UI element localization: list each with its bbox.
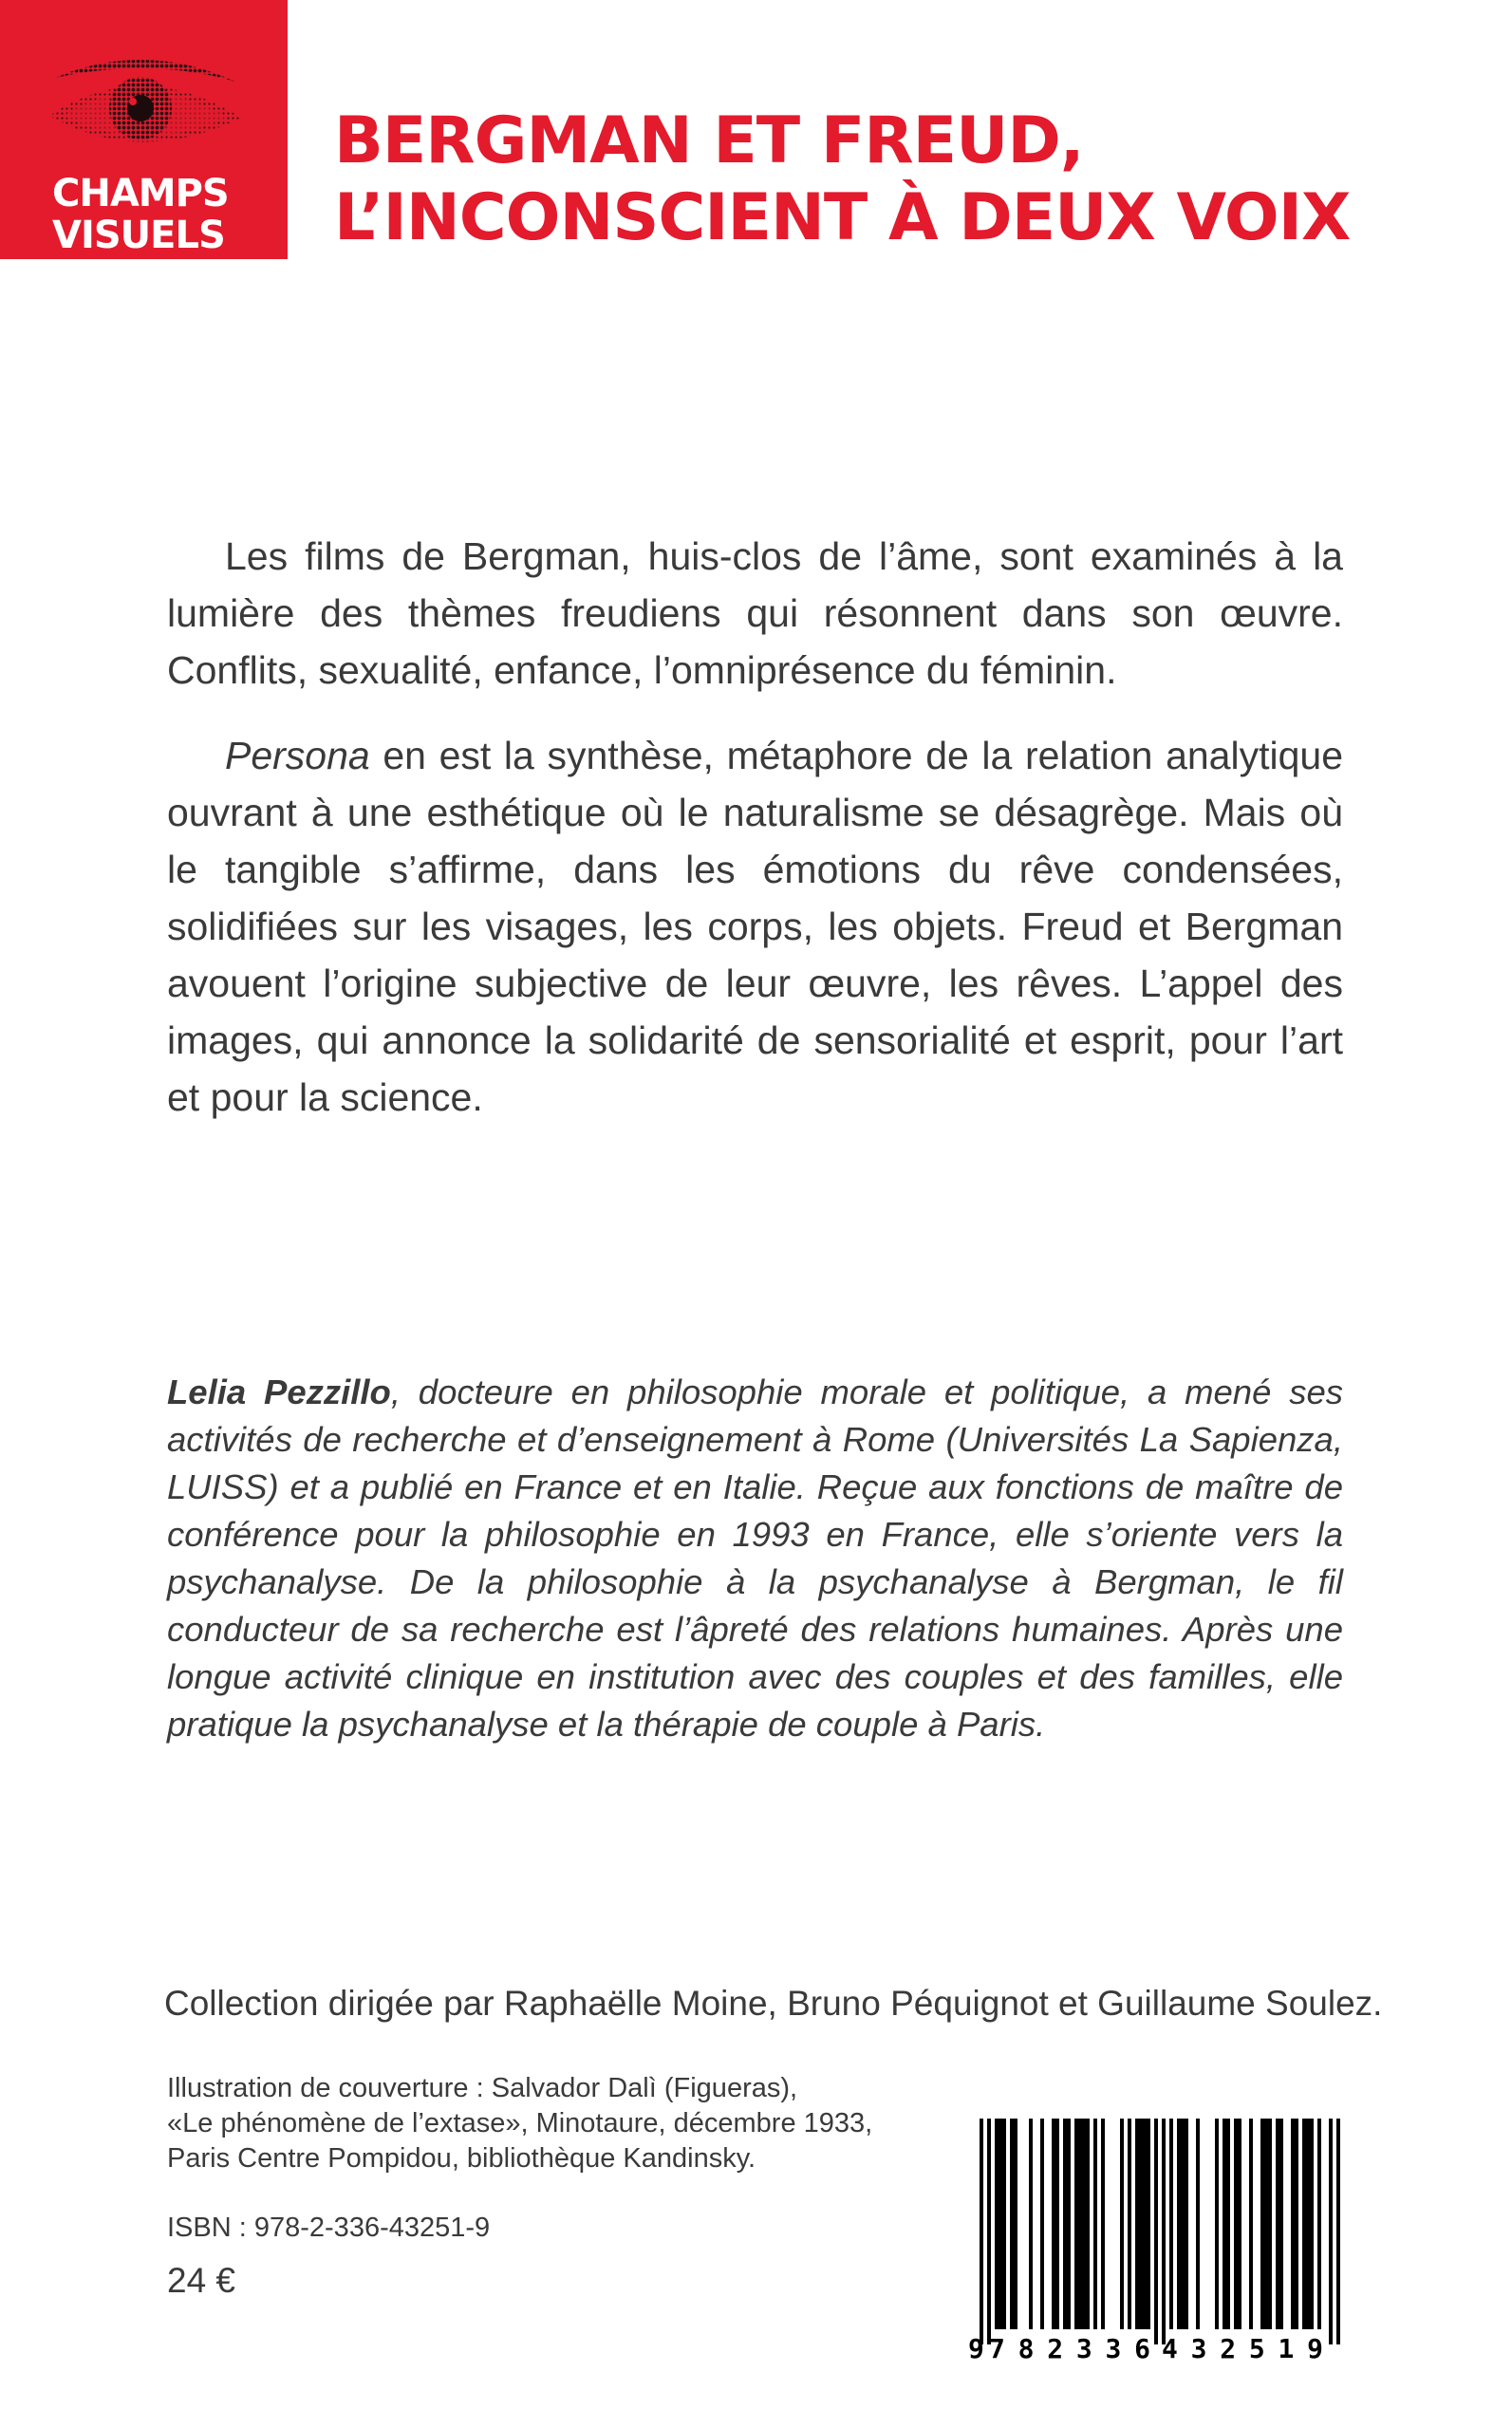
logo-line-2: VISUELS [52,214,225,257]
barcode-bar [1002,2119,1006,2329]
barcode-bar [1234,2119,1238,2329]
collection-logo [0,0,288,259]
eye-icon [46,49,245,163]
barcode-bar [1093,2119,1097,2329]
barcode-bar [1120,2119,1124,2329]
author-bio-text: , docteure en philosophie morale et politique, a mené ses activités de recherche et d’enseignement à Rome (Universités La Sapienza, LUISS) et a publié en France et en Italie. Reçue aux fonctions de maître de conférence pour la philosophie en 1993 en France, elle s’oriente vers la psychanalyse. De la philosophie à la psychanalyse à Bergman, le fil conducteur de sa recherche est l’âpreté des relations humaines. Après une longue activité clinique en institution avec des couples et des familles, elle pratique la psychanalyse et la thérapie de couple à Paris. [167,1373,1343,1744]
barcode-bar [1040,2119,1044,2329]
barcode-bar [1063,2119,1067,2329]
barcode-bar [999,2119,1002,2329]
barcode-bar [1177,2119,1181,2329]
barcode-left-group: 782336 [989,2333,1150,2363]
barcode-bar [1101,2119,1105,2329]
price: 24 € [167,2261,236,2300]
barcode-right-group: 432519 [1162,2333,1323,2363]
barcode-bar [1181,2119,1185,2329]
isbn: ISBN : 978-2-336-43251-9 [167,2213,491,2243]
summary-paragraph-1: Les films de Bergman, huis-clos de l’âme, sont examinés à la lumière des thèmes freudiens qui résonnent dans son œuvre. Conflits, sexualité, enfance, l’omniprésence du féminin. [167,534,1343,692]
barcode-bar [995,2119,999,2329]
barcode-bar [1185,2119,1188,2329]
barcode-bar [1147,2119,1150,2329]
barcode-bar [1223,2119,1226,2329]
barcode-first-digit: 9 [968,2333,984,2363]
barcode-bar [1029,2119,1033,2329]
barcode-bar [1291,2119,1295,2329]
credits-line-3: Paris Centre Pompidou, bibliothèque Kandinsky. [167,2143,756,2174]
barcode-bar [1215,2119,1219,2329]
cover-credits [167,2071,872,2176]
book-title [334,103,1350,256]
barcode-bar [1143,2119,1147,2329]
barcode-bar [1010,2119,1014,2329]
collection-directors: Collection dirigée par Raphaëlle Moine, Bruno Péquignot et Guillaume Soulez. [164,1984,1383,2023]
summary-paragraph-2-text: en est la synthèse, métaphore de la relation analytique ouvrant à une esthétique où le naturalisme se désagrège. Mais où le tangible s’affirme, dans les émotions du rêve condensées, solidifiées sur les visages, les corps, les objets. Freud et Bergman avouent l’origine subjective de leur œuvre, les rêves. L’appel des images, qui annonce la solidarité de sensorialité et esprit, pour l’art et pour la science. [167,734,1343,1119]
barcode-bar [1238,2119,1241,2329]
barcode-bar [1295,2119,1298,2329]
summary-paragraph-2 [167,727,1343,1126]
barcode-bar [980,2119,983,2344]
barcode-bar [1139,2119,1143,2329]
barcode-bar [1279,2119,1283,2329]
barcode-bar [1074,2119,1078,2329]
barcode-bar [1067,2119,1071,2329]
barcode-bar [1302,2119,1306,2329]
barcode-bar [1154,2119,1158,2344]
barcode-bar [1196,2119,1200,2329]
barcode-bar [1128,2119,1131,2329]
barcode-bar [1268,2119,1272,2329]
logo-line-1: CHAMPS [52,172,229,215]
barcode-bar [1306,2119,1310,2329]
barcode [961,2119,1342,2363]
collection-logo-text [52,173,229,256]
barcode-bar [1249,2119,1253,2329]
book-title-line-1: BERGMAN ET FREUD, [334,103,1084,178]
barcode-bar [1264,2119,1268,2329]
barcode-bar [1086,2119,1090,2329]
barcode-bar [1052,2119,1055,2329]
author-name: Lelia Pezzillo [167,1373,391,1411]
barcode-bar [1169,2119,1173,2329]
barcode-bar [1336,2119,1340,2344]
barcode-bar [987,2119,991,2344]
barcode-bar [1082,2119,1086,2329]
book-summary [167,528,1343,1126]
barcode-bar [1078,2119,1082,2329]
credits-line-2: «Le phénomène de l’extase», Minotaure, décembre 1933, [167,2108,873,2138]
barcode-bar [1162,2119,1166,2344]
barcode-bar [1317,2119,1321,2329]
barcode-bar [1260,2119,1264,2329]
barcode-bar [1226,2119,1230,2329]
barcode-bar [1329,2119,1333,2344]
barcode-bar [1014,2119,1017,2329]
barcode-bar [1276,2119,1279,2329]
author-bio [167,1369,1343,1748]
book-title-line-2: L’INCONSCIENT À DEUX VOIX [334,180,1351,255]
barcode-bar [1310,2119,1314,2329]
barcode-bar [1055,2119,1059,2329]
credits-line-1: Illustration de couverture : Salvador Dalì (Figueras), [167,2073,798,2103]
film-title-persona: Persona [225,734,370,777]
barcode-bars [980,2119,1340,2344]
barcode-bar [1135,2119,1139,2329]
